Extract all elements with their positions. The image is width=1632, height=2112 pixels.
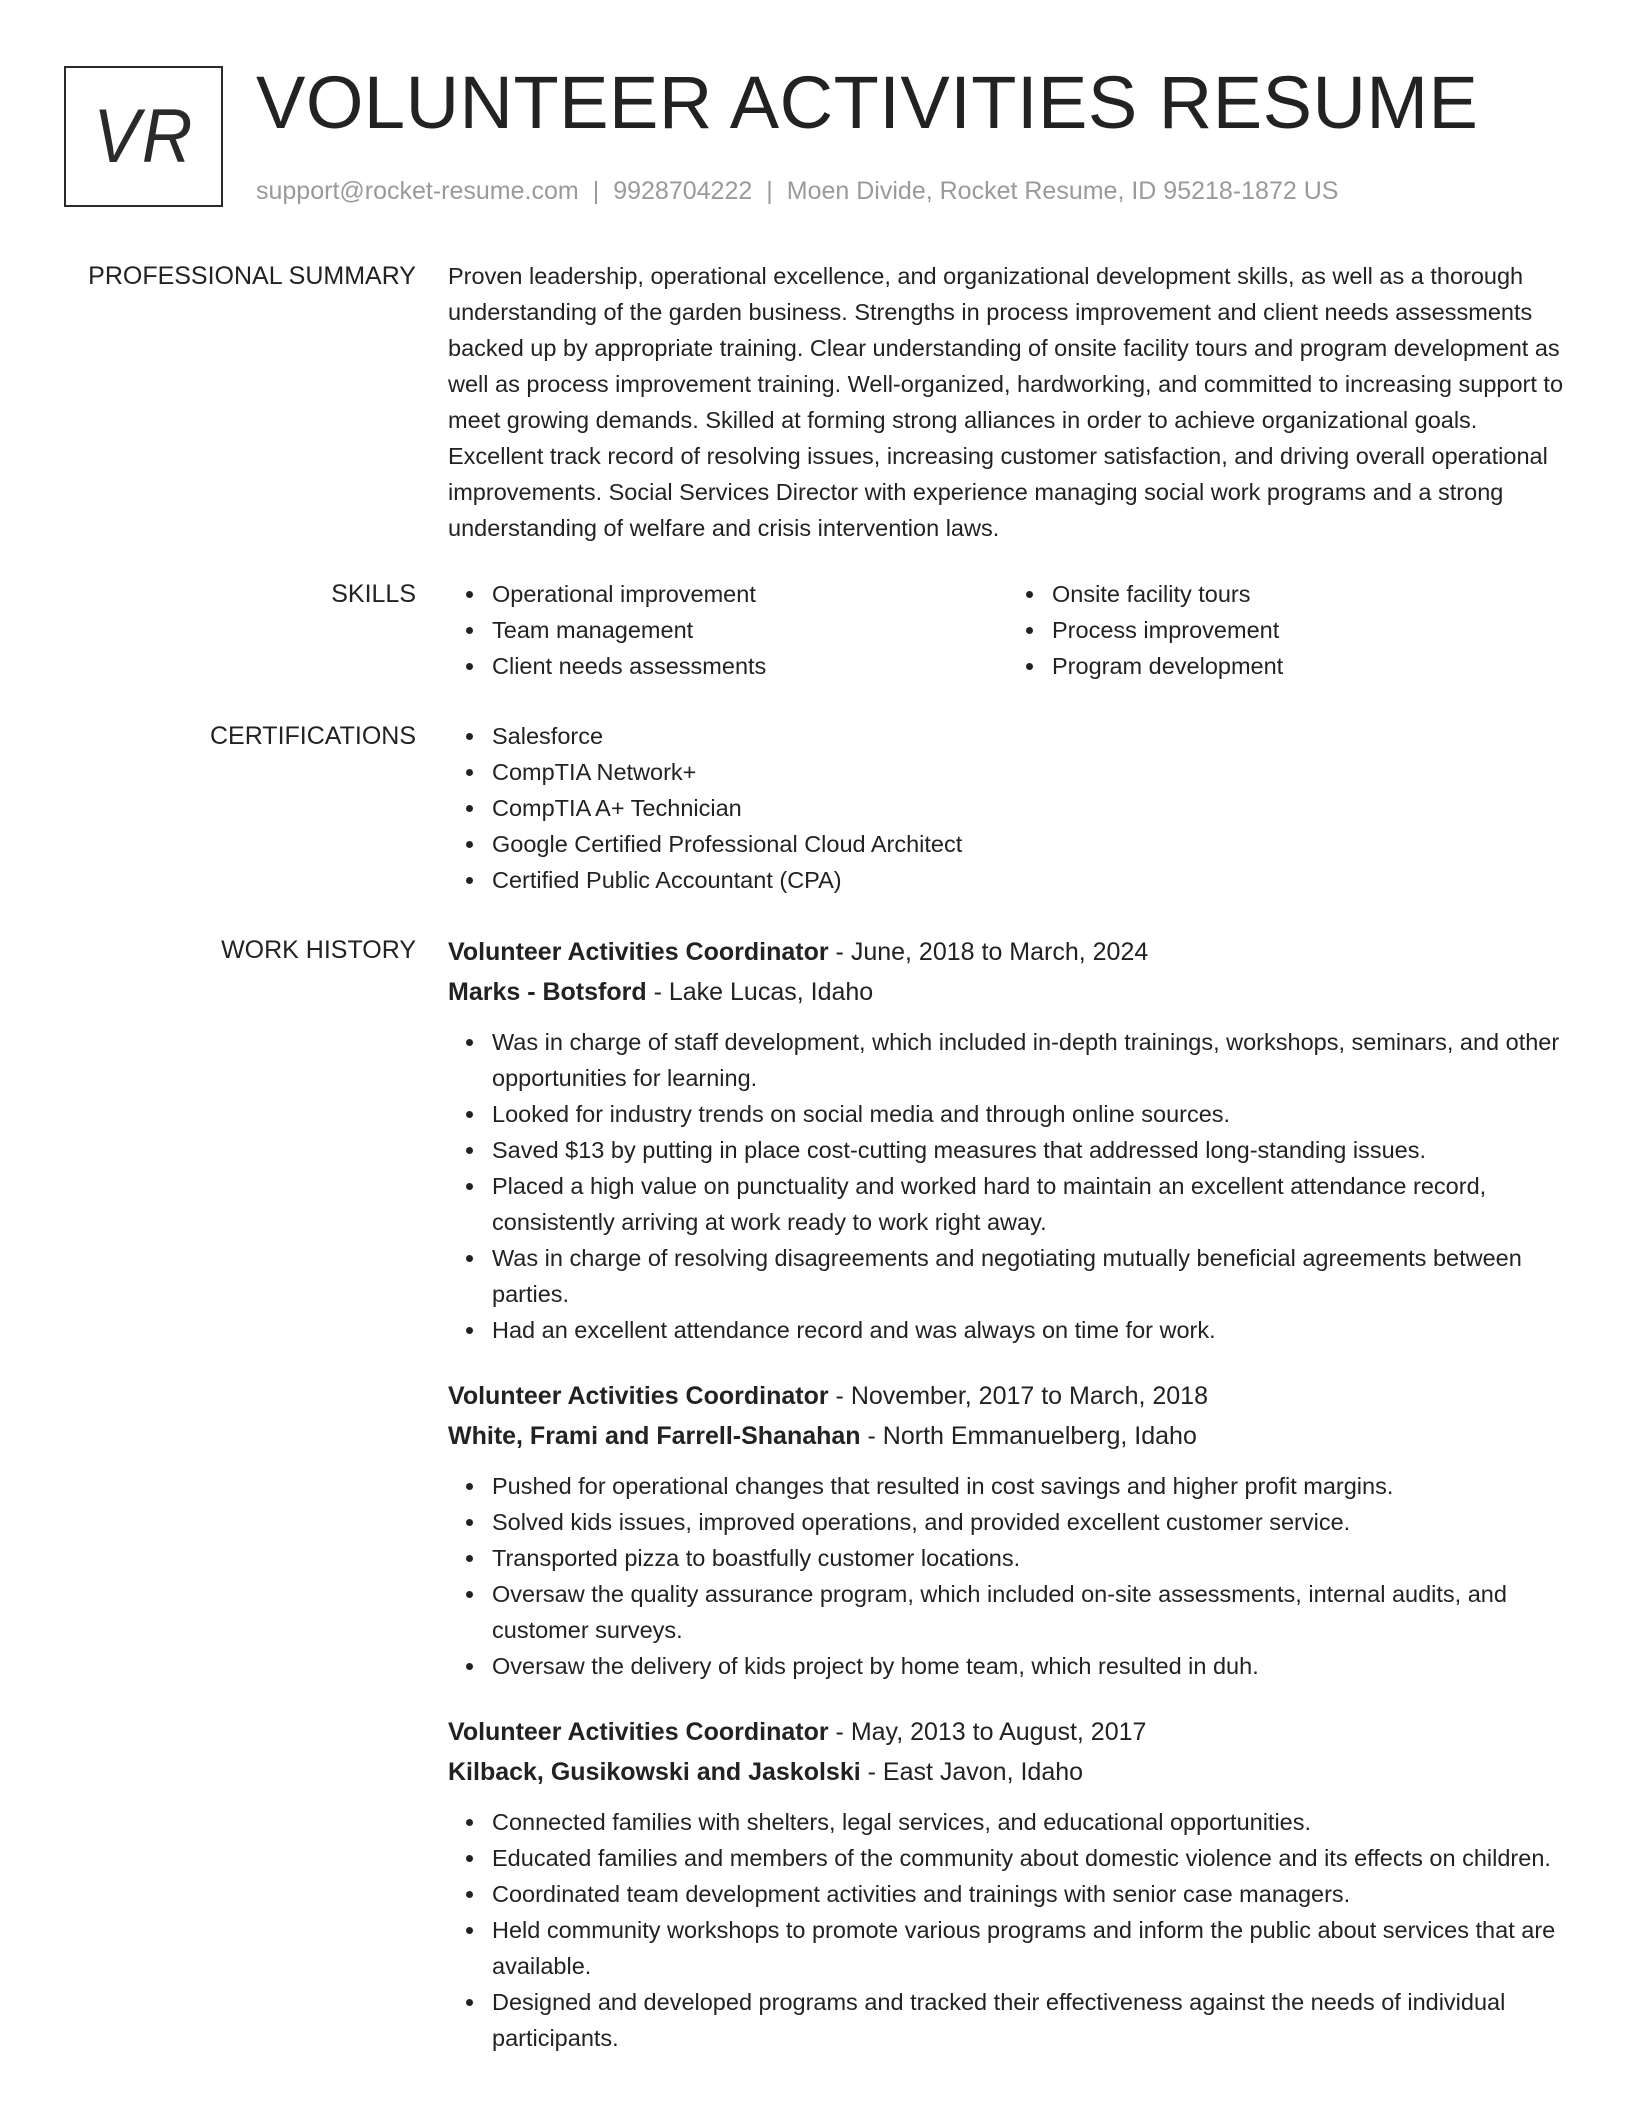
contact-separator: | <box>766 177 773 205</box>
job-title-line: Volunteer Activities Coordinator - May, 2013 to August, 2017 <box>448 1718 1147 1746</box>
certifications-list <box>448 718 1568 898</box>
job-company: Marks - Botsford <box>448 978 647 1006</box>
certification-item: CompTIA A+ Technician <box>492 790 1568 826</box>
job-bullet: Oversaw the delivery of kids project by home team, which resulted in duh. <box>492 1648 1568 1684</box>
contact-address: Moen Divide, Rocket Resume, ID 95218-1872 US <box>786 177 1339 205</box>
job-bullet: Looked for industry trends on social media and through online sources. <box>492 1096 1568 1132</box>
contact-line <box>256 175 1338 207</box>
job-bullets <box>448 1804 1568 2056</box>
contact-separator: | <box>592 177 600 205</box>
job-location: North Emmanuelberg, Idaho <box>882 1422 1197 1450</box>
resume-title: VOLUNTEER ACTIVITIES RESUME <box>256 61 1479 144</box>
skill-item: Program development <box>1052 648 1568 684</box>
monogram-logo <box>64 66 223 207</box>
section-label-certifications: CERTIFICATIONS <box>209 722 416 750</box>
job-company: Kilback, Gusikowski and Jaskolski <box>448 1758 861 1786</box>
job-location: East Javon, Idaho <box>882 1758 1084 1786</box>
job-dates: November, 2017 to March, 2018 <box>850 1382 1208 1410</box>
contact-email[interactable]: support@rocket-resume.com <box>256 177 579 205</box>
job-bullet: Was in charge of staff development, which included in-depth trainings, workshops, seminars, and other opportunities for learning. <box>492 1024 1568 1096</box>
section-label-work-history: WORK HISTORY <box>221 936 416 964</box>
skills-list-right <box>1008 576 1568 684</box>
certification-item: Certified Public Accountant (CPA) <box>492 862 1568 898</box>
job-bullet: Oversaw the quality assurance program, which included on-site assessments, internal audits, and customer surveys. <box>492 1576 1568 1648</box>
skill-item: Client needs assessments <box>492 648 1008 684</box>
skill-item: Process improvement <box>1052 612 1568 648</box>
job-title: Volunteer Activities Coordinator <box>448 1718 829 1746</box>
job-bullet: Held community workshops to promote various programs and inform the public about services that are available. <box>492 1912 1568 1984</box>
certification-item: Google Certified Professional Cloud Architect <box>492 826 1568 862</box>
job-company: White, Frami and Farrell-Shanahan <box>448 1422 861 1450</box>
skill-item: Team management <box>492 612 1008 648</box>
section-label-skills: SKILLS <box>331 580 416 608</box>
certification-item: CompTIA Network+ <box>492 754 1568 790</box>
summary-text: Proven leadership, operational excellence, and organizational development skills, as well as a thorough understanding of the garden business. Strengths in process improvement and client needs assessments backed up by appropriate training. Clear understanding of onsite facility tours and program development as well as process improvement training. Well-organized, hardworking, and committed to increasing support to meet growing demands. Skilled at forming strong alliances in order to achieve organizational goals. Excellent track record of resolving issues, increasing customer satisfaction, and driving overall operational improvements. Social Services Director with experience managing social work programs and a strong understanding of welfare and crisis intervention laws. <box>448 263 1564 541</box>
job-bullet: Designed and developed programs and tracked their effectiveness against the needs of individual participants. <box>492 1984 1568 2056</box>
skills-body <box>448 576 1568 684</box>
job-bullets <box>448 1024 1568 1348</box>
job-company-line: White, Frami and Farrell-Shanahan - North Emmanuelberg, Idaho <box>448 1422 1197 1450</box>
job-bullet: Was in charge of resolving disagreements and negotiating mutually beneficial agreements between parties. <box>492 1240 1568 1312</box>
job-entry <box>448 1712 1568 2056</box>
contact-phone[interactable]: 9928704222 <box>613 177 753 205</box>
job-bullet: Educated families and members of the community about domestic violence and its effects on children. <box>492 1840 1568 1876</box>
job-company-line: Marks - Botsford - Lake Lucas, Idaho <box>448 978 874 1006</box>
job-title: Volunteer Activities Coordinator <box>448 938 829 966</box>
work-history-body <box>448 932 1568 2056</box>
job-title-line: Volunteer Activities Coordinator - November, 2017 to March, 2018 <box>448 1382 1208 1410</box>
job-title-line: Volunteer Activities Coordinator - June, 2018 to March, 2024 <box>448 938 1149 966</box>
skills-list-left <box>448 576 1008 684</box>
certifications-body <box>448 718 1568 898</box>
certification-item: Salesforce <box>492 718 1568 754</box>
section-label-summary: PROFESSIONAL SUMMARY <box>88 262 416 290</box>
job-bullet: Solved kids issues, improved operations, and provided excellent customer service. <box>492 1504 1568 1540</box>
job-location: Lake Lucas, Idaho <box>668 978 874 1006</box>
job-company-line: Kilback, Gusikowski and Jaskolski - East Javon, Idaho <box>448 1758 1084 1786</box>
job-bullet: Coordinated team development activities and trainings with senior case managers. <box>492 1876 1568 1912</box>
job-bullets <box>448 1468 1568 1684</box>
monogram-initials: VR <box>93 93 194 179</box>
skills-grid <box>448 576 1568 684</box>
skill-item: Onsite facility tours <box>1052 576 1568 612</box>
job-dates: June, 2018 to March, 2024 <box>850 938 1149 966</box>
job-bullet: Transported pizza to boastfully customer locations. <box>492 1540 1568 1576</box>
job-bullet: Had an excellent attendance record and was always on time for work. <box>492 1312 1568 1348</box>
job-bullet: Saved $13 by putting in place cost-cutting measures that addressed long-standing issues. <box>492 1132 1568 1168</box>
skill-item: Operational improvement <box>492 576 1008 612</box>
job-title: Volunteer Activities Coordinator <box>448 1382 829 1410</box>
summary-body <box>448 258 1568 546</box>
job-entry <box>448 1376 1568 1684</box>
job-bullet: Pushed for operational changes that resulted in cost savings and higher profit margins. <box>492 1468 1568 1504</box>
job-bullet: Placed a high value on punctuality and worked hard to maintain an excellent attendance record, consistently arriving at work ready to work right away. <box>492 1168 1568 1240</box>
job-dates: May, 2013 to August, 2017 <box>850 1718 1147 1746</box>
job-bullet: Connected families with shelters, legal services, and educational opportunities. <box>492 1804 1568 1840</box>
job-entry <box>448 932 1568 1348</box>
